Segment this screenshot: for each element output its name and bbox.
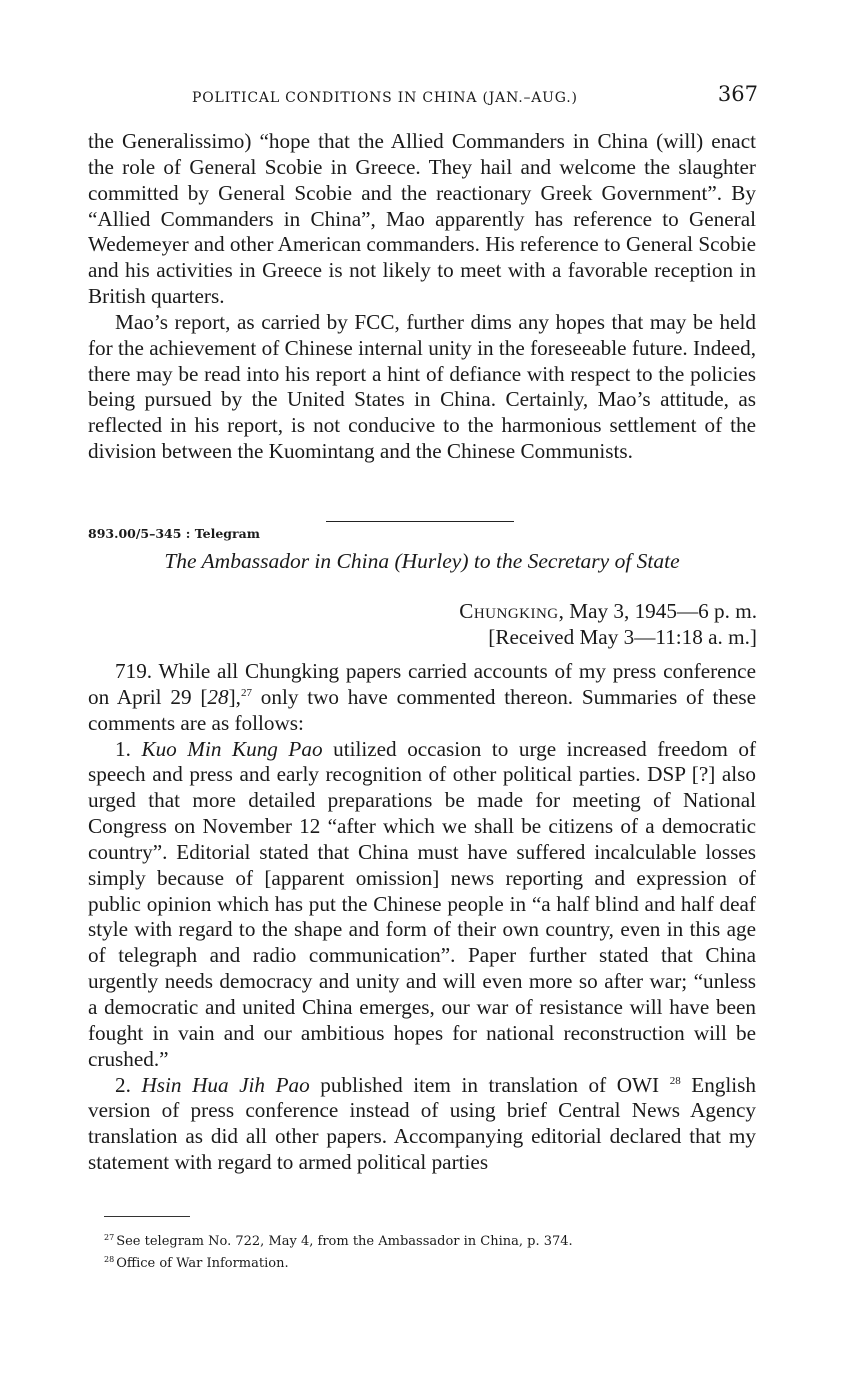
telegram-body <box>88 659 756 1176</box>
running-header <box>90 82 758 112</box>
telegram-item-1: 1. Kuo Min Kung Pao utilized occasion to urge increased freedom of speech and press and early recognition of other political parties. DSP [?] also urged that more detailed preparations be made for meeting of National Congress on November 12 “after which we shall be citizens of a democratic country”. Editorial stated that China must have suffered incalculable losses simply because of [apparent omission] news reporting and expression of public opinion which has put the Chinese people in “a half blind and half deaf style with regard to the shape and form of their own country, even in this age of telegraph and radio communication”. Paper further stated that China urgently needs democracy and unity and will even more so after war; “unless a democratic and united China emerges, our war of resistance will have been fought in vain and our ambitious hopes for national reconstruction will be crushed.” <box>88 736 756 1071</box>
page-number: 367 <box>717 82 758 106</box>
paragraph-continued: the Generalissimo) “hope that the Allied Commanders in China (will) enact the role of General Scobie in Greece. They hail and welcome the slaughter committed by General Scobie and the reactionary Greek Government”. By “Allied Commanders in China”, Mao apparently has reference to General Wedemeyer and other American commanders. His reference to General Scobie and his activities in Greece is not likely to meet with a favorable reception in British quarters. <box>88 129 756 309</box>
running-title: POLITICAL CONDITIONS IN CHINA (JAN.–AUG.) <box>192 90 578 106</box>
telegram-item-2: 2. Hsin Hua Jih Pao published item in translation of OWI $^{28}$ English version of press conference instead of using brief Central News Agency translation as did all other papers. Accompanying editorial declared that my statement with regard to armed political parties <box>88 1072 756 1175</box>
footnote-28: $^{28}$ Office of War Information. <box>104 1255 289 1271</box>
footnote-27: $^{27}$ See telegram No. 722, May 4, from the Ambassador in China, p. 374. <box>104 1233 573 1249</box>
paragraph-mao-report: Mao’s report, as carried by FCC, further dims any hopes that may be held for the achievement of Chinese internal unity in the foreseeable future. Indeed, there may be read into his report a hint of defiance with respect to the policies being pursued by the United States in China. Certainly, Mao’s attitude, as reflected in his report, is not conducive to the harmonious settlement of the division between the Kuomintang and the Chinese Communists. <box>88 309 756 464</box>
footnote-rule <box>104 1216 190 1218</box>
section-separator-rule <box>326 521 514 523</box>
newspaper-name: Kuo Min Kung Pao <box>141 736 323 761</box>
footnotes <box>104 1229 573 1273</box>
telegram-paragraph-719: 719. While all Chungking papers carried accounts of my press conference on April 29 [28],$^{27}$ only two have commented thereon. Summaries of these comments are as follows: <box>88 659 757 735</box>
document-file-reference: 893.00/5–345 : Telegram <box>88 526 260 541</box>
heading-part-2: ) to the Secretary of State <box>461 549 680 573</box>
document-heading <box>88 549 756 574</box>
dateline-place: Chungking <box>459 599 559 623</box>
dateline-date: , May 3, 1945—6 p. m. <box>558 599 757 623</box>
heading-name: Hurley <box>401 549 462 573</box>
newspaper-name: Hsin Hua Jih Pao <box>141 1072 310 1097</box>
dateline-sent <box>459 598 757 624</box>
footnote-ref-27: 27 <box>240 686 252 699</box>
telegram-dateline <box>459 598 757 650</box>
footnote-ref-28: 28 <box>669 1074 681 1087</box>
body-text-top <box>88 129 756 465</box>
dateline-received: [Received May 3—11:18 a. m.] <box>488 625 757 649</box>
heading-part-1: The Ambassador in China ( <box>164 549 402 573</box>
